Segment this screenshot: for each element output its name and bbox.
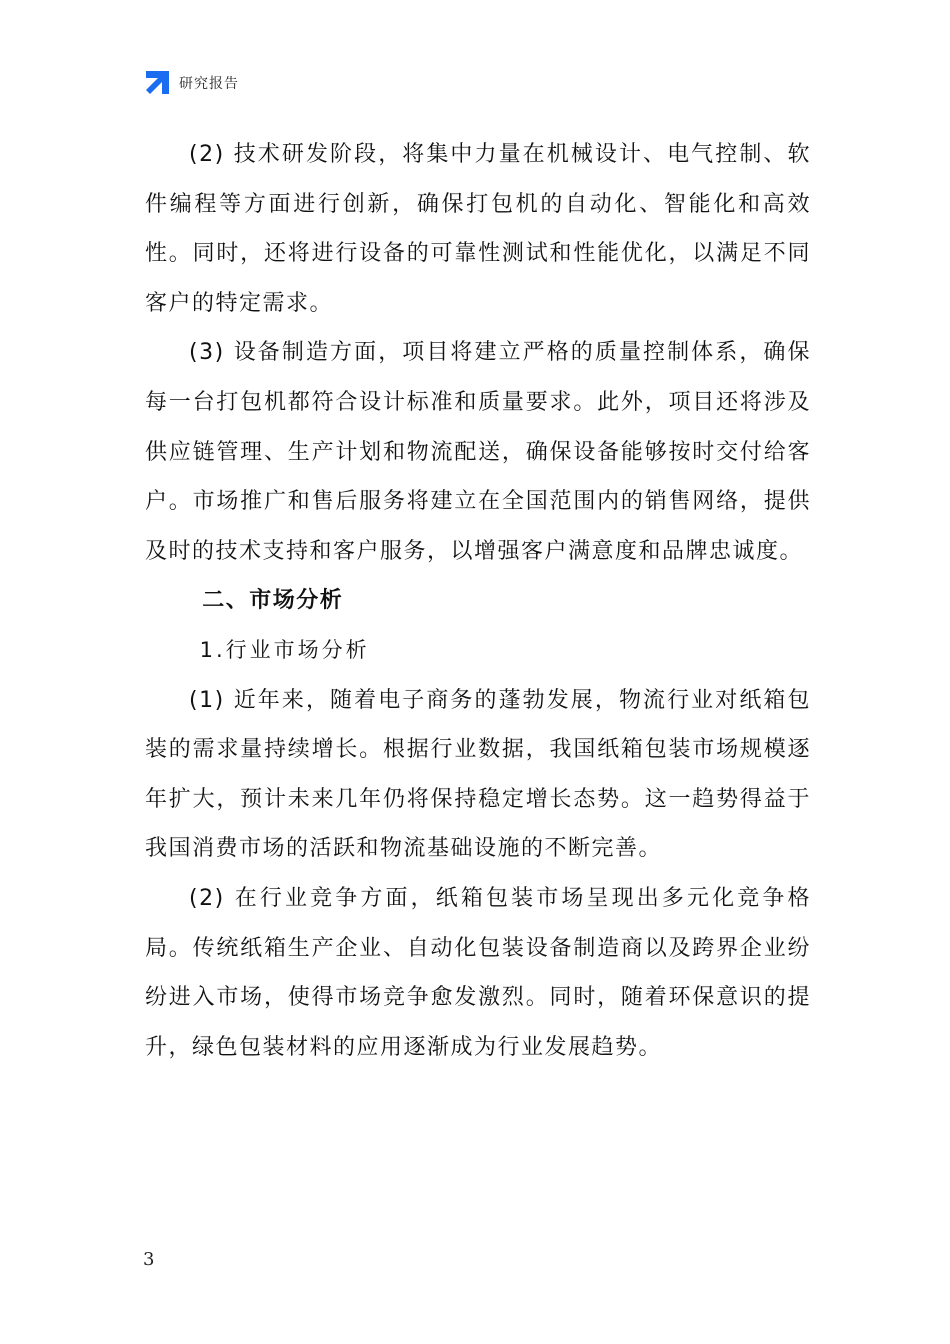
body-paragraph: (1) 近年来，随着电子商务的蓬勃发展，物流行业对纸箱包装的需求量持续增长。根据行业数据，我国纸箱包装市场规模逐年扩大，预计未来几年仍将保持稳定增长态势。这一趋势得益于我国消费市场的活跃和物流基础设施的不断完善。 — [145, 687, 811, 862]
header-title: 研究报告 — [179, 76, 239, 92]
arrow-up-right-logo-icon — [143, 69, 171, 97]
body-paragraph: (2) 在行业竞争方面，纸箱包装市场呈现出多元化竞争格局。传统纸箱生产企业、自动化包装设备制造商以及跨界企业纷纷进入市场，使得市场竞争愈发激烈。同时，随着环保意识的提升，绿色包装材料的应用逐渐成为行业发展趋势。 — [145, 885, 811, 1060]
body-paragraph: (3) 设备制造方面，项目将建立严格的质量控制体系，确保每一台打包机都符合设计标准和质量要求。此外，项目还将涉及供应链管理、生产计划和物流配送，确保设备能够按时交付给客户。市场推广和售后服务将建立在全国范围内的销售网络，提供及时的技术支持和客户服务，以增强客户满意度和品牌忠诚度。 — [145, 340, 811, 564]
body-paragraph: (2) 技术研发阶段，将集中力量在机械设计、电气控制、软件编程等方面进行创新，确保打包机的自动化、智能化和高效性。同时，还将进行设备的可靠性测试和性能优化，以满足不同客户的特定需求。 — [145, 142, 811, 316]
document-body — [145, 130, 811, 1072]
subsection-heading: 1.行业市场分析 — [199, 637, 370, 662]
page-number: 3 — [143, 1249, 155, 1270]
section-heading: 二、市场分析 — [202, 588, 344, 614]
report-header — [143, 68, 239, 98]
